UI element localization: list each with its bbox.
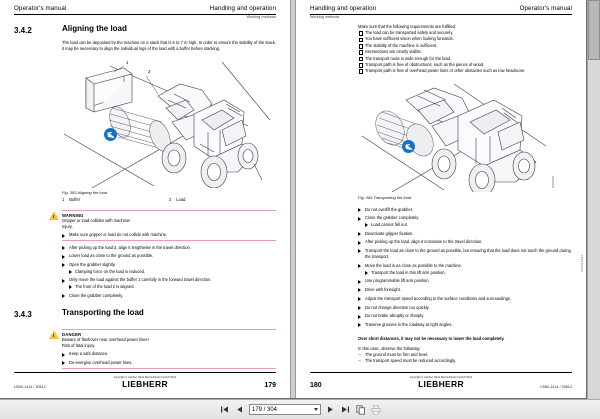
legend-entry-1 [62, 197, 172, 202]
danger-bullet-list [62, 351, 276, 366]
step-item: Use programmable lift arm position. [358, 278, 572, 284]
step-item: Close the grabber completely. [62, 293, 276, 299]
step-item: Adjust the transport speed according to the surface conditions and surroundings. [358, 296, 572, 302]
legend-label-1: Buffer [69, 197, 81, 202]
last-page-icon[interactable] [340, 404, 351, 415]
section-number-2: 3.4.3 [14, 310, 32, 319]
copy-icon[interactable] [355, 404, 366, 415]
running-head-left: Operator's manual [14, 5, 67, 12]
step-sub-item: Load cannot fall out. [358, 222, 572, 228]
section-title: Aligning the load [62, 24, 127, 33]
figure-code: LEZZ0000 [551, 175, 554, 188]
page-number: 179 [264, 382, 276, 389]
checklist-item: Transport path is free of obstructions, such as the pieces of wood. [358, 62, 572, 68]
step-item: Lower load as close to the ground as possible. [62, 253, 276, 259]
chevron-down-icon[interactable] [314, 408, 318, 411]
step-sub-item: The front of the load 2 is aligned. [62, 284, 276, 290]
figure-caption: Fig. 384 Transporting the load [358, 195, 412, 200]
checklist-item: The stability of the machine is sufficient. [358, 43, 572, 49]
step-item: Do not change direction too quickly. [358, 305, 572, 311]
note-condition-item: – The transport speed must be reduced accordingly. [358, 358, 572, 364]
legend-entry-2 [169, 197, 276, 202]
pdf-toolbar [0, 399, 600, 419]
step-item: Open the grabber slightly. [62, 262, 276, 268]
running-head-right-page [310, 5, 572, 15]
checklist-item: The transport route is wide enough for the load. [358, 56, 572, 62]
document-page-right[interactable] [296, 0, 586, 398]
scrollbar-thumb[interactable] [588, 0, 600, 60]
legend-number-2: 2 [169, 197, 172, 202]
step-item: Do not brake abruptly or sharply. [358, 313, 572, 319]
figure-illustration-transporting [358, 80, 572, 192]
step-item: Traverse grooves in the roadway at right angles. [358, 322, 572, 328]
legend-label-2: Load [176, 197, 186, 202]
section-number: 3.4.2 [14, 26, 32, 35]
vertical-scrollbar[interactable] [587, 0, 600, 400]
liebherr-logo: LIEBHERR [418, 379, 464, 389]
step-sub-item: Clamping force on the load is reduced. [62, 269, 276, 275]
copyright-text: copyright © Liebherr-Werk Bischofshofen GmbH 2019 [409, 376, 473, 379]
page-footer-left [14, 372, 276, 389]
figure-caption: Fig. 383 Aligning the load [62, 190, 107, 195]
short-distance-note: Over short distances, it may not be necessary to lower the load completely. [358, 336, 505, 341]
transporting-steps-list [358, 207, 572, 329]
travel-direction-arrow-icon [104, 128, 117, 141]
intro-paragraph: The load can be deposited by the machine on a stack that is 6 to 7 m high. In order to ensure the stability of the stack, it may be necessary to align the individual logs of the load with a buffer before stacking. [62, 40, 276, 52]
print-icon[interactable] [370, 404, 381, 415]
figure-callout-1: 1 [126, 60, 129, 65]
machine-line-art [62, 60, 276, 188]
checklist-item: Transport path is free of overhead power lines or other obstacles such as low headroom. [358, 68, 572, 74]
note-intro: In this case, observe the following: [358, 346, 421, 351]
step-item: Close the grabber completely. [358, 215, 572, 221]
step-item: Do not overfill the grabber. [358, 207, 572, 213]
danger-bullet-item: Keep a safe distance. [62, 351, 276, 357]
danger-line-1: Beware of flashover near overhead power lines! [62, 336, 149, 342]
warning-triangle-icon [49, 211, 59, 220]
step-item: After picking up the load 2, align it lengthwise in the travel direction. [62, 245, 276, 251]
checklist-intro: Make sure that the following requirements are fulfilled: [358, 24, 457, 29]
step-item: Only move the load against the buffer 1 carefully in the forward travel direction. [62, 277, 276, 283]
warning-bullet-item: Make sure gripper or load do not collide with machine. [62, 232, 276, 238]
sub-running-head: Working methods [310, 15, 340, 19]
warning-bullet-list [62, 232, 276, 238]
travel-direction-arrow-icon [402, 140, 415, 153]
legend-number-1: 1 [62, 197, 65, 202]
next-page-icon[interactable] [325, 404, 336, 415]
danger-triangle-icon [49, 330, 59, 339]
requirements-checklist [358, 30, 572, 74]
side-margin-code: LEZ01/2019 [580, 255, 583, 273]
running-head-left-page [14, 5, 276, 15]
danger-bullet-item: De-energise overhead power lines. [62, 360, 276, 366]
document-id: LSB0-1414 / 30512 [14, 385, 46, 389]
running-head-right: Handling and operation [209, 5, 276, 12]
sub-running-head: Working methods [246, 15, 276, 19]
warning-line-1: Gripper or load collides with machine! [62, 217, 131, 223]
page-number: 180 [310, 382, 322, 389]
running-head-right: Operator's manual [519, 5, 572, 12]
previous-page-icon[interactable] [234, 404, 245, 415]
copyright-text: copyright © Liebherr-Werk Bischofshofen GmbH 2019 [113, 376, 177, 379]
step-item: Transport the load as close to the ground as possible, but ensuring that the load does not touch the ground during the transport. [358, 248, 572, 260]
document-id: LSB0-1414 / 30512 [540, 385, 572, 389]
liebherr-logo: LIEBHERR [122, 379, 168, 389]
aligning-steps-list [62, 245, 276, 299]
step-item: After picking up the load, align it crosswise to the travel direction. [358, 239, 572, 245]
warning-admonition [62, 210, 276, 241]
machine-line-art [358, 80, 572, 192]
running-head-left: Handling and operation [310, 5, 377, 12]
checklist-item: Intersections are clearly visible. [358, 49, 572, 55]
warning-line-2: Injury. [62, 223, 73, 229]
danger-admonition [62, 329, 276, 369]
page-number-value: 179 / 304 [252, 406, 278, 413]
page-number-input[interactable] [249, 404, 321, 415]
checklist-item: You have sufficient vision when looking forwards. [358, 36, 572, 42]
page-footer-right [310, 372, 572, 389]
step-sub-item: Transport the load in this lift arm position. [358, 270, 572, 276]
figure-illustration-aligning [62, 60, 276, 188]
first-page-icon[interactable] [219, 404, 230, 415]
step-item: Move the load in as close as possible to the machine. [358, 263, 572, 269]
figure-legend [62, 197, 276, 202]
danger-title: DANGER [62, 331, 82, 337]
section-title-2: Transporting the load [62, 308, 144, 317]
danger-line-2: Risk of fatal injury. [62, 342, 96, 348]
warning-title: WARNING [62, 212, 84, 218]
step-item: Deactivate gripper fixation. [358, 231, 572, 237]
note-condition-item: – The ground must be firm and level. [358, 352, 572, 358]
danger-rule-bottom [62, 368, 276, 369]
figure-callout-2: 2 [148, 69, 151, 74]
checklist-item: The load can be transported safely and securely. [358, 30, 572, 36]
document-page-left[interactable] [0, 0, 290, 398]
note-conditions-list [358, 352, 572, 365]
step-item: Drive with foresight. [358, 287, 572, 293]
